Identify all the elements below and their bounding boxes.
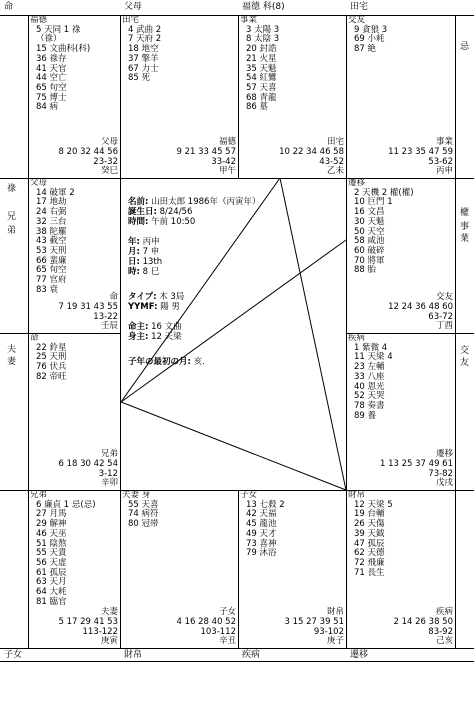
star-item: 4 武曲 2 [128, 24, 162, 35]
star-item: 8 太陰 3 [246, 34, 280, 45]
star-item: 64 大耗 [36, 587, 67, 598]
star-item: 21 火星 [246, 53, 277, 64]
relation-label: 子女 [218, 607, 236, 618]
star-list [128, 501, 238, 530]
palace-name: 兄弟 [30, 491, 48, 500]
star-item: 58 咸池 [354, 236, 385, 247]
year-label: 年: [128, 237, 140, 247]
star-item: 71 長生 [354, 567, 385, 578]
year-value: 丙申 [142, 237, 160, 247]
day-label: 日: [128, 257, 140, 267]
stem-branch: 辛丑 [218, 636, 236, 647]
star-item: 7 天府 2 [128, 34, 162, 45]
age-numbers: 5 17 29 41 53 [58, 616, 118, 627]
star-item: 83 衰 [36, 284, 59, 295]
palace-cell-c30 [348, 16, 455, 178]
right-label-jiao: 交 [460, 346, 470, 356]
age-range: 93-102 [313, 626, 344, 637]
age-numbers: 6 18 30 42 54 [58, 458, 118, 469]
age-numbers: 8 20 32 44 56 [58, 146, 118, 157]
star-item: 23 左輔 [354, 362, 385, 373]
palace-name: 子女 [240, 491, 258, 500]
star-list [354, 26, 455, 55]
cell-footer [285, 608, 344, 647]
age-range: 13-22 [93, 311, 118, 322]
palace-cell-c23 [240, 491, 346, 648]
star-item: 27 月馬 [36, 509, 67, 520]
star-item: 56 天虚 [36, 557, 67, 568]
star-item: 17 地劫 [36, 197, 67, 208]
star-item: 44 空亡 [36, 73, 67, 84]
star-item: 75 博士 [36, 92, 67, 103]
right-label-shi: 事 [460, 222, 470, 232]
age-range: 23-32 [93, 156, 118, 167]
hour-value: 8 巳 [142, 267, 160, 277]
star-item: 78 奏書 [354, 400, 385, 411]
stem-branch: 壬辰 [100, 321, 118, 332]
relation-label: 財帛 [326, 607, 344, 618]
star-item: （祿） [36, 34, 62, 45]
star-item: 40 恩光 [354, 381, 385, 392]
palace-cell-c10 [122, 16, 238, 178]
cell-footer [380, 450, 453, 489]
cell-footer [59, 138, 118, 177]
star-item: 22 鈴星 [36, 342, 67, 353]
relation-label: 父母 [100, 137, 118, 148]
star-item: 45 龍池 [246, 519, 277, 530]
age-numbers: 3 15 27 39 51 [284, 616, 344, 627]
name-value: 山田太郎 1986年（丙寅年） [151, 197, 261, 207]
cell-footer [388, 138, 453, 177]
star-item: 54 紅鸞 [246, 73, 277, 84]
star-item: 6 廉貞 1 忌(忌) [36, 499, 96, 510]
stem-branch: 癸巳 [100, 166, 118, 177]
star-item: 3 太陽 3 [246, 24, 280, 35]
star-item: 63 天月 [36, 577, 67, 588]
palace-name: 福德 [30, 16, 48, 25]
star-item: 9 貪狼 3 [354, 24, 388, 35]
star-item: 37 擎羊 [128, 53, 159, 64]
type-value: 木 3局 [159, 292, 185, 302]
star-item: 39 天鉞 [354, 528, 385, 539]
palace-cell-c31 [348, 179, 455, 333]
right-label-quan: 權 [460, 208, 470, 218]
palace-cell-c03 [30, 491, 120, 648]
star-list [354, 189, 455, 276]
top-label-tianzhai: 田宅 [350, 2, 369, 12]
star-item: 2 天機 2 權(權) [354, 187, 414, 198]
star-item: 16 文昌 [354, 207, 385, 218]
age-range: 73-82 [428, 468, 453, 479]
age-numbers: 2 14 26 38 50 [393, 616, 453, 627]
stem-branch: 庚子 [326, 636, 344, 647]
star-item: 19 台輔 [354, 509, 385, 520]
star-item: 5 天同 1 祿 [36, 24, 81, 35]
star-item: 89 養 [354, 410, 377, 421]
palace-name: 事業 [240, 16, 258, 25]
star-list [354, 501, 455, 579]
star-item: 15 文曲科(科) [36, 44, 91, 55]
star-item: 82 帝旺 [36, 371, 67, 382]
cell-footer [59, 293, 118, 332]
age-range: 3-12 [98, 468, 118, 479]
star-item: 49 天才 [246, 528, 277, 539]
star-item: 74 病符 [128, 509, 159, 520]
left-label-di: 弟 [7, 226, 17, 236]
star-list [246, 26, 346, 113]
age-numbers: 9 21 33 45 57 [176, 146, 236, 157]
star-item: 84 病 [36, 102, 59, 113]
palace-name: 父母 [30, 179, 48, 188]
palace-cell-c13 [122, 491, 238, 648]
cell-footer [59, 450, 118, 489]
star-item: 43 截空 [36, 236, 67, 247]
top-label-ming: 命 [4, 2, 14, 12]
star-list [36, 189, 120, 296]
star-item: 51 陰熬 [36, 538, 67, 549]
birth-value: 8/24/56 [159, 207, 193, 217]
stem-branch: 己亥 [435, 636, 453, 647]
star-item: 67 力士 [128, 63, 159, 74]
star-list [36, 344, 120, 383]
right-label-ye: 業 [460, 234, 470, 244]
birth-label: 誕生日: [128, 207, 157, 217]
star-item: 65 旬空 [36, 265, 67, 276]
star-item: 69 小耗 [354, 34, 385, 45]
star-list [36, 501, 120, 608]
stem-branch: 乙未 [326, 166, 344, 177]
palace-cell-c01 [30, 179, 120, 333]
star-item: 35 天魁 [246, 63, 277, 74]
star-item: 13 七殺 2 [246, 499, 285, 510]
cell-footer [388, 293, 453, 332]
cell-footer [177, 608, 236, 647]
age-range: 53-62 [428, 156, 453, 167]
relation-label: 遷移 [435, 449, 453, 460]
palace-name: 疾病 [348, 334, 366, 343]
star-item: 61 孤辰 [36, 567, 67, 578]
stem-branch: 庚寅 [100, 636, 118, 647]
star-item: 29 解神 [36, 519, 67, 530]
palace-cell-c33 [348, 491, 455, 648]
right-label-you: 友 [460, 358, 470, 368]
name-label: 名前: [128, 197, 149, 207]
stem-branch: 辛卯 [100, 478, 118, 489]
star-item: 55 天貴 [36, 548, 67, 559]
age-range: 33-42 [211, 156, 236, 167]
first-month-label: 子年の最初の月: [128, 357, 191, 367]
star-list [246, 501, 346, 559]
star-item: 86 墓 [246, 102, 269, 113]
palace-name: 遷移 [348, 179, 366, 188]
palace-name: 財帛 [348, 491, 366, 500]
star-item: 47 孤辰 [354, 538, 385, 549]
star-item: 30 天魁 [354, 216, 385, 227]
star-item: 24 右弼 [36, 207, 67, 218]
palace-cell-c00 [30, 16, 120, 178]
palace-cell-c32 [348, 334, 455, 490]
star-item: 12 天梁 5 [354, 499, 393, 510]
bottom-label-qianyi: 遷移 [350, 650, 369, 660]
palace-name: 田宅 [122, 16, 140, 25]
ming-label: 命主: [128, 322, 149, 332]
age-numbers: 11 23 35 47 59 [388, 146, 453, 157]
star-item: 55 天喜 [128, 499, 159, 510]
first-month-value: 亥. [193, 357, 205, 367]
cell-footer [177, 138, 236, 177]
star-item: 57 天喜 [246, 82, 277, 93]
star-item: 66 蜚廉 [36, 255, 67, 266]
star-item: 46 天巫 [36, 528, 67, 539]
star-item: 62 天德 [354, 548, 385, 559]
top-label-fude: 福德 科(8) [242, 2, 285, 12]
age-numbers: 12 24 36 48 60 [388, 301, 453, 312]
star-item: 38 陀羅 [36, 226, 67, 237]
age-range: 83-92 [428, 626, 453, 637]
shen-value: 12 天梁 [151, 332, 182, 342]
star-item: 76 伏兵 [36, 362, 67, 373]
shen-label: 身主: [128, 332, 149, 342]
relation-label: 兄弟 [100, 449, 118, 460]
yinyang-label: YYMF: [128, 302, 158, 312]
relation-label: 交友 [435, 292, 453, 303]
star-item: 1 紫微 4 [354, 342, 388, 353]
star-item: 50 天空 [354, 226, 385, 237]
age-range: 63-72 [428, 311, 453, 322]
star-item: 10 巨門 1 [354, 197, 393, 208]
relation-label: 命 [109, 292, 118, 303]
left-label-fu: 夫 [7, 345, 17, 355]
relation-label: 田宅 [326, 137, 344, 148]
star-item: 80 冠帯 [128, 519, 159, 530]
star-item: 20 封誥 [246, 44, 277, 55]
star-item: 36 祿存 [36, 53, 67, 64]
star-item: 18 地空 [128, 44, 159, 55]
age-numbers: 4 16 28 40 52 [176, 616, 236, 627]
relation-label: 疾病 [435, 607, 453, 618]
star-item: 25 天刑 [36, 352, 67, 363]
star-item: 72 飛廉 [354, 557, 385, 568]
palace-name: 命 [30, 334, 39, 343]
star-item: 85 死 [128, 73, 151, 84]
star-item: 79 沐浴 [246, 548, 277, 559]
star-item: 70 將軍 [354, 255, 385, 266]
star-item: 87 絶 [354, 44, 377, 55]
palace-name: 交友 [348, 16, 366, 25]
month-label: 月: [128, 247, 140, 257]
center-info-panel [120, 177, 346, 489]
star-item: 26 天傷 [354, 519, 385, 530]
month-value: 7 申 [142, 247, 160, 257]
age-range: 43-52 [319, 156, 344, 167]
star-item: 33 八座 [354, 371, 385, 382]
relation-label: 事業 [435, 137, 453, 148]
stem-branch: 丙申 [435, 166, 453, 177]
star-item: 53 天刑 [36, 245, 67, 256]
age-range: 103-112 [200, 626, 236, 637]
star-item: 60 破碎 [354, 245, 385, 256]
palace-name: 夫妻 身 [122, 491, 151, 500]
stem-branch: 丁酉 [435, 321, 453, 332]
type-label: タイプ: [128, 292, 157, 302]
relation-label: 福德 [218, 137, 236, 148]
age-numbers: 7 19 31 43 55 [58, 301, 118, 312]
day-value: 13th [142, 257, 163, 267]
right-label-ji: 忌 [460, 42, 470, 52]
ming-value: 16 文曲 [151, 322, 182, 332]
star-item: 11 天梁 4 [354, 352, 393, 363]
star-item: 32 三台 [36, 216, 67, 227]
star-item: 52 天哭 [354, 391, 385, 402]
age-numbers: 1 13 25 37 49 61 [380, 458, 453, 469]
star-item: 88 胎 [354, 265, 377, 276]
left-label-xiong: 兄 [7, 212, 17, 222]
left-label-lu: 祿 [7, 184, 17, 194]
star-list [354, 344, 455, 422]
star-item: 77 官府 [36, 275, 67, 286]
star-list [128, 26, 238, 84]
bottom-label-caibo: 財帛 [124, 650, 143, 660]
left-label-qi: 妻 [7, 357, 17, 367]
relation-label: 夫妻 [100, 607, 118, 618]
bottom-label-jibing: 疾病 [242, 650, 261, 660]
time-value: 午前 10:50 [151, 217, 196, 227]
stem-branch: 甲午 [218, 166, 236, 177]
palace-cell-c20 [240, 16, 346, 178]
age-range: 113-122 [82, 626, 118, 637]
age-numbers: 10 22 34 46 58 [279, 146, 344, 157]
stem-branch: 戊戌 [435, 478, 453, 489]
star-item: 65 旬空 [36, 82, 67, 93]
time-label: 時間: [128, 217, 149, 227]
star-list [36, 26, 120, 113]
cell-footer [279, 138, 344, 177]
star-item: 42 天福 [246, 509, 277, 520]
cell-footer [59, 608, 118, 647]
palace-cell-c02 [30, 334, 120, 490]
star-item: 14 破軍 2 [36, 187, 75, 198]
bottom-label-zinu: 子女 [4, 650, 23, 660]
star-item: 41 天官 [36, 63, 67, 74]
yinyang-value: 陽 男 [160, 302, 180, 312]
hour-label: 時: [128, 267, 140, 277]
star-item: 81 臨官 [36, 596, 67, 607]
star-item: 68 青龍 [246, 92, 277, 103]
cell-footer [394, 608, 453, 647]
star-item: 73 喜神 [246, 538, 277, 549]
top-label-fumu: 父母 [124, 2, 143, 12]
